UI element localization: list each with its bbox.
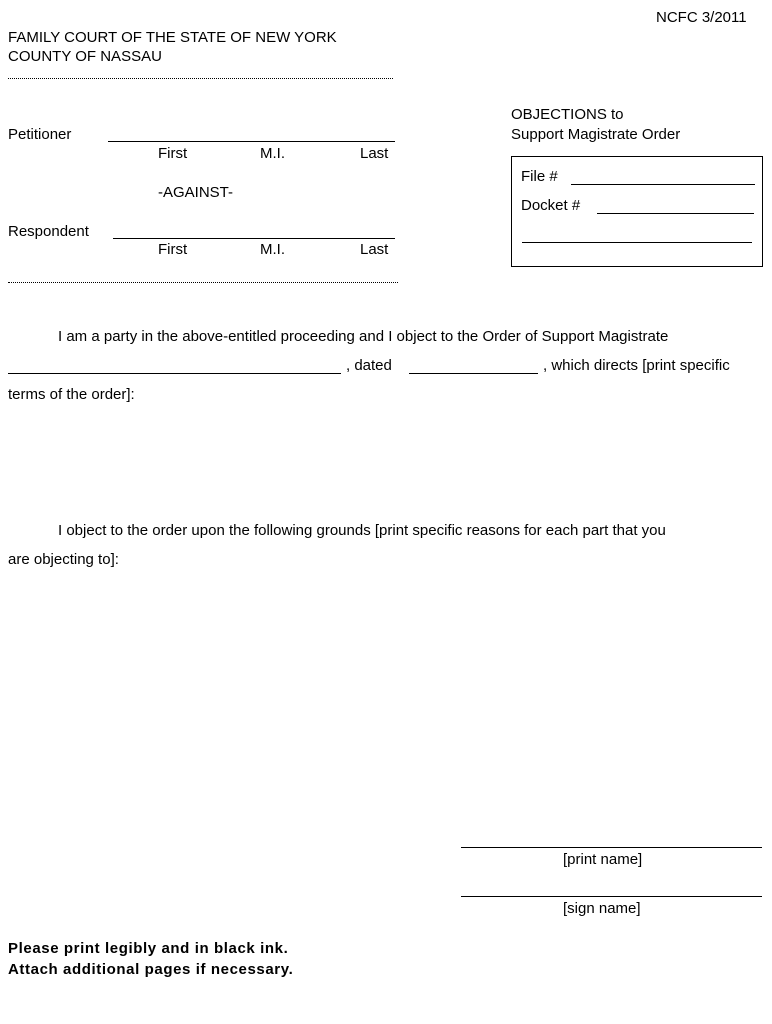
case-number-box — [511, 156, 763, 267]
respondent-name-field[interactable] — [113, 238, 395, 239]
petitioner-last-label: Last — [360, 145, 389, 162]
against-label: -AGAINST- — [158, 184, 234, 201]
grounds-statement-cont: are objecting to]: — [8, 551, 119, 568]
directs-label: , which directs [print specific — [543, 357, 730, 374]
file-number-field[interactable] — [571, 184, 755, 185]
petitioner-first-label: First — [158, 145, 188, 162]
court-county: COUNTY OF NASSAU — [8, 48, 162, 65]
respondent-first-label: First — [158, 241, 188, 258]
caption-bottom-divider — [8, 282, 398, 283]
magistrate-name-field[interactable] — [8, 373, 341, 374]
case-extra-field[interactable] — [522, 242, 752, 243]
caption-top-divider — [8, 78, 393, 79]
docket-number-field[interactable] — [597, 213, 754, 214]
form-code: NCFC 3/2011 — [656, 9, 747, 26]
respondent-mi-label: M.I. — [260, 241, 285, 258]
objection-statement: I am a party in the above-entitled proceeding and I object to the Order of Support Magistrate — [58, 328, 669, 345]
petitioner-name-field[interactable] — [108, 141, 395, 142]
dated-label: , dated — [346, 357, 392, 374]
respondent-last-label: Last — [360, 241, 389, 258]
print-name-label: [print name] — [563, 851, 643, 868]
petitioner-mi-label: M.I. — [260, 145, 285, 162]
order-date-field[interactable] — [409, 373, 538, 374]
form-title-line1: OBJECTIONS to — [511, 106, 624, 123]
docket-number-label: Docket # — [521, 197, 581, 214]
file-number-label: File # — [521, 168, 558, 185]
court-name: FAMILY COURT OF THE STATE OF NEW YORK — [8, 29, 337, 46]
terms-of-order-label: terms of the order]: — [8, 386, 135, 403]
petitioner-label: Petitioner — [8, 126, 72, 143]
sign-name-label: [sign name] — [563, 900, 641, 917]
footer-instruction-ink: Please print legibly and in black ink. — [8, 940, 289, 957]
print-name-field[interactable] — [461, 847, 762, 848]
signature-field[interactable] — [461, 896, 762, 897]
respondent-label: Respondent — [8, 223, 89, 240]
footer-instruction-pages: Attach additional pages if necessary. — [8, 961, 294, 978]
form-title-line2: Support Magistrate Order — [511, 126, 681, 143]
grounds-statement: I object to the order upon the following grounds [print specific reasons for each part that you — [58, 522, 666, 539]
